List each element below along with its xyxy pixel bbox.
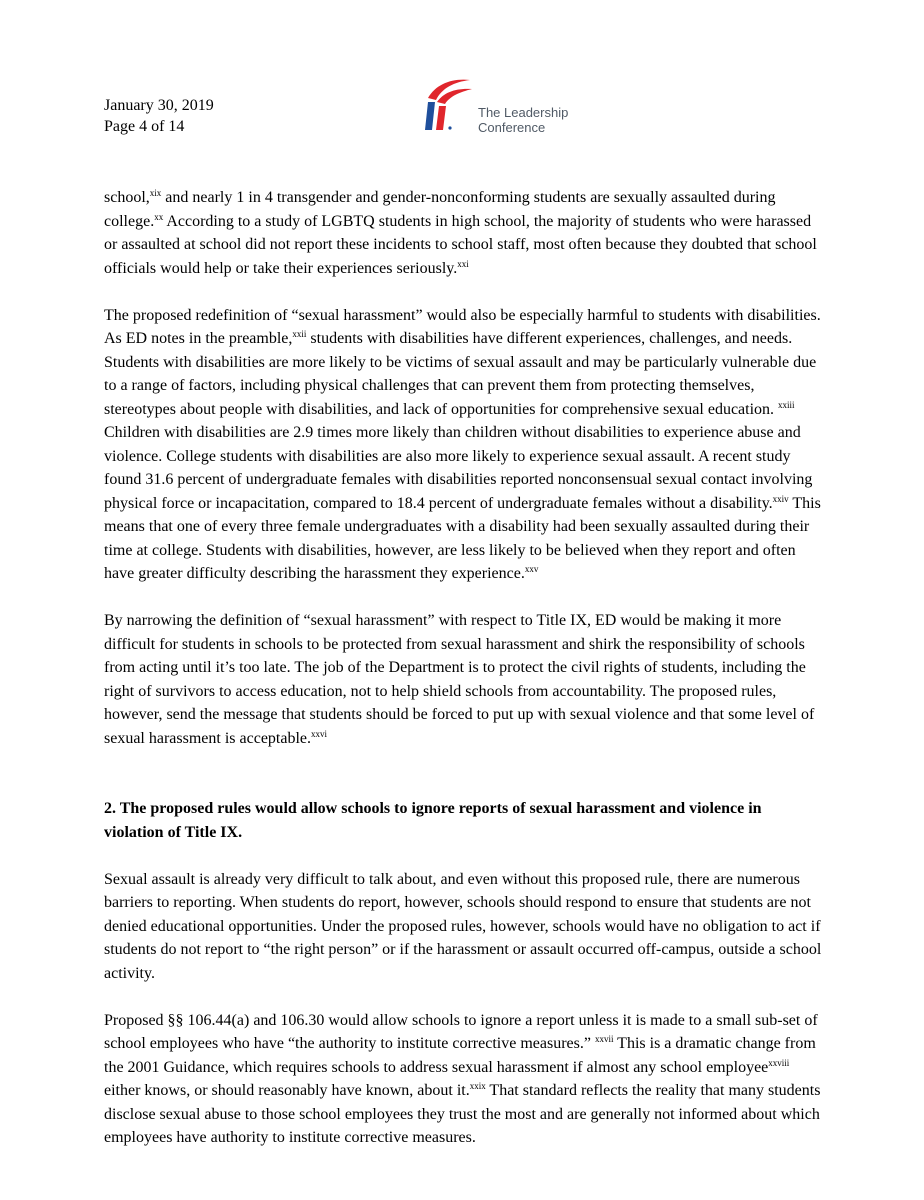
endnote-ref: xxvii xyxy=(594,1034,614,1044)
letter-header xyxy=(104,95,214,137)
logo-swoosh-icon xyxy=(420,76,478,138)
endnote-ref: xx xyxy=(154,211,164,222)
leadership-conference-logo xyxy=(420,76,620,138)
header-page-number: Page 4 of 14 xyxy=(104,118,185,135)
header-date: January 30, 2019 xyxy=(104,97,214,114)
paragraph-reporting-barriers: Sexual assault is already very difficult to talk about, and even without this proposed rule, there are numerous barriers to reporting. When students do report, however, schools should respond to ensure that students are not denied educational opportunities. Under the proposed rules, however, schools would have no obligation to act if students do not report to “the right person” or if the harassment or assault occurred off-campus, outside a school activity. xyxy=(104,870,822,982)
endnote-ref: xxvi xyxy=(311,728,328,739)
endnote-ref: xix xyxy=(149,188,162,198)
letter-body xyxy=(104,186,824,1173)
endnote-ref: xxiii xyxy=(778,399,795,410)
endnote-ref: xxix xyxy=(469,1081,486,1091)
paragraph-narrowing-definition: By narrowing the definition of “sexual harassment” with respect to Title IX, ED would be making it more difficult for students in schools to be protected from sexual harassment and shirk the responsibility of schools from acting until it’s too late. The job of the Department is to protect the civil rights of students, including the right of survivors to access education, not to help shield schools from accountability. The proposed rules, however, send the message that students should be forced to put up with sexual violence and that some level of sexual harassment is acceptable.$^{xxvi}$ xyxy=(104,612,815,747)
endnote-ref: xxv xyxy=(524,564,539,574)
endnote-ref: xxii xyxy=(292,329,307,339)
endnote-ref: xxviii xyxy=(768,1057,790,1068)
endnote-ref: xxi xyxy=(457,258,469,269)
paragraph-disabilities: The proposed redefinition of “sexual harassment” would also be especially harmful to students with disabilities. As ED notes in the preamble,$^{xxii}$ students with disabilities have different experiences, challenges, and needs. Students with disabilities are more likely to be victims of sexual assault and may be particularly vulnerable due to a range of factors, including physical challenges that can prevent them from protecting themselves, stereotypes about people with disabilities, and lack of opportunities for comprehensive sexual education. $^{xxiii}$ Children with disabilities are 2.9 times more likely than children without disabilities to experience abuse and violence. College students with disabilities are also more likely to experience sexual assault. A recent study found 31.6 percent of undergraduate females with disabilities reported nonconsensual sexual contact involving physical force or incapacitation, compared to 18.4 percent of undergraduate females without a disability.$^{xxiv}$ This means that one of every three female undergraduates with a disability had been sexually assaulted during their time at college. Students with disabilities, however, are less likely to be believed when they report and often have greater difficulty describing the harassment they experience.$^{xxv}$ xyxy=(104,306,821,582)
logo-text-line2: Conference xyxy=(478,120,546,135)
paragraph-lgbtq-students: school,$^{xix}$ and nearly 1 in 4 transgender and gender-nonconforming students are sexually assaulted during college.$^{xx}$ According to a study of LGBTQ students in high school, the majority of students who were harassed or assaulted at school did not report these incidents to school staff, most often because they doubted that school officials would help or take their experiences seriously.$^{xxi}$ xyxy=(104,188,817,277)
section-heading: 2. The proposed rules would allow schools to ignore reports of sexual harassment and violence in violation of Title IX. xyxy=(104,800,762,841)
endnote-ref: xxiv xyxy=(772,493,789,504)
logo-text-line1: The Leadership xyxy=(478,105,569,120)
logo-wordmark xyxy=(478,105,568,135)
paragraph-proposed-sections: Proposed §§ 106.44(a) and 106.30 would allow schools to ignore a report unless it is made to a small sub-set of school employees who have “the authority to institute corrective measures.” $^{xxvii}$ This is a dramatic change from the 2001 Guidance, which requires schools to address sexual harassment if almost any school employee$^{xxviii}$ either knows, or should reasonably have known, about it.$^{xxix}$ That standard reflects the reality that many students disclose sexual abuse to those school employees they trust the most and are generally not informed about which employees have authority to institute corrective measures. xyxy=(104,1011,821,1146)
